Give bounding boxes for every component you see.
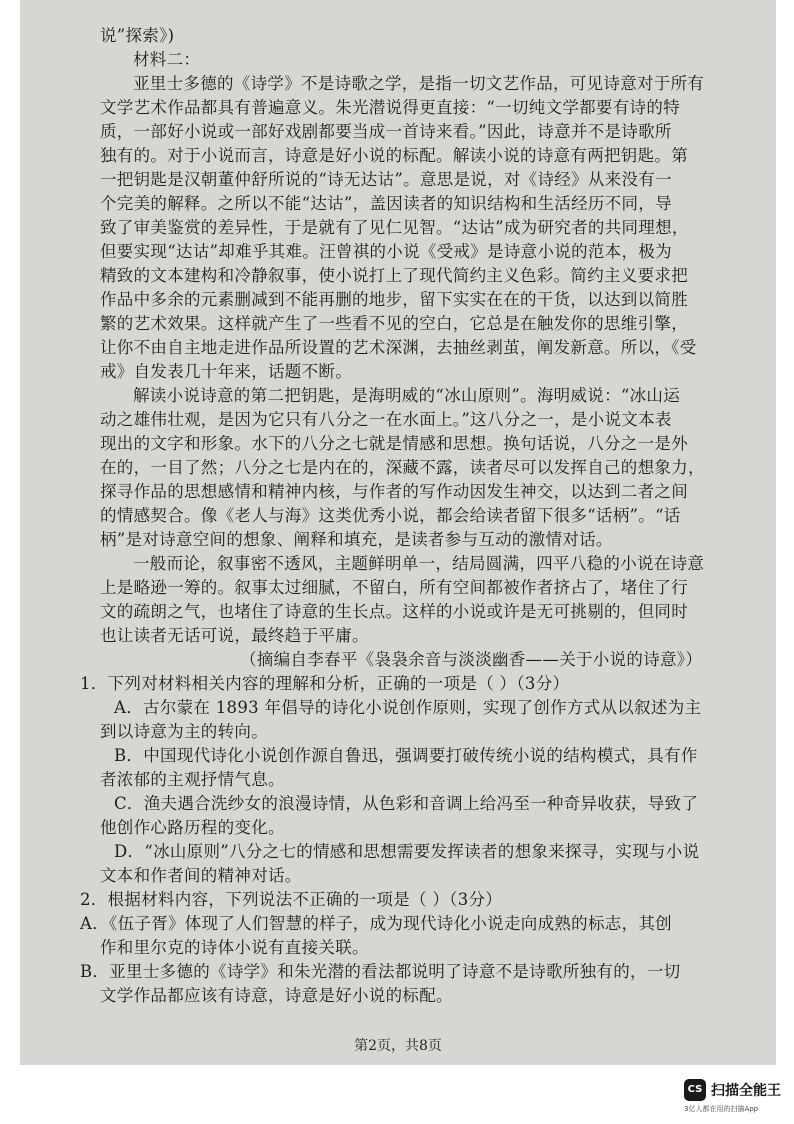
text-line: 的情感契合。像《老人与海》这类优秀小说，都会给读者留下很多“话柄”。“话 bbox=[100, 506, 681, 525]
question-2-option-a-cont: 作和里尔克的诗体小说有直接关联。 bbox=[100, 938, 369, 957]
text-line: 也让读者无话可说，最终趋于平庸。 bbox=[100, 626, 369, 645]
text-line: 独有的。对于小说而言，诗意是好小说的标配。解读小说的诗意有两把钥匙。第 bbox=[100, 146, 688, 165]
question-1-option-c-cont: 他创作心路历程的变化。 bbox=[100, 818, 285, 837]
question-1-option-d: D．“冰山原则”八分之七的情感和思想需要发挥读者的想象来探寻，实现与小说 bbox=[114, 842, 700, 861]
question-1-option-d-cont: 文本和作者间的精神对话。 bbox=[100, 866, 302, 885]
text-line: 探寻作品的思想感情和精神内核，与作者的写作动因发生神交，以达到二者之间 bbox=[100, 482, 688, 501]
text-line: 但要实现“达诂”却难乎其难。汪曾祺的小说《受戒》是诗意小说的范本，极为 bbox=[100, 242, 672, 261]
text-line: 作品中多余的元素删减到不能再删的地步，留下实实在在的干货，以达到以简胜 bbox=[100, 290, 688, 309]
text-line: 一般而论，叙事密不透风，主题鲜明单一，结局圆满，四平八稳的小说在诗意 bbox=[133, 554, 705, 573]
text-line: 让你不由自主地走进作品所设置的艺术深渊，去抽丝剥茧，阐发新意。所以，《受 bbox=[100, 338, 697, 357]
section-heading: 材料二： bbox=[133, 50, 201, 69]
text-line: 亚里士多德的《诗学》不是诗歌之学，是指一切文艺作品，可见诗意对于所有 bbox=[133, 74, 705, 93]
text-line: 质，一部好小说或一部好戏剧都要当成一首诗来看。”因此，诗意并不是诗歌所 bbox=[100, 122, 672, 141]
text-line: 精致的文本建构和冷静叙事，使小说打上了现代简约主义色彩。简约主义要求把 bbox=[100, 266, 688, 285]
text-line: 个完美的解释。之所以不能“达诂”，盖因读者的知识结构和生活经历不同，导 bbox=[100, 194, 672, 213]
question-1-option-b: B．中国现代诗化小说创作源自鲁迅，强调要打破传统小说的结构模式，具有作 bbox=[114, 746, 698, 765]
question-2-stem: 2．根据材料内容，下列说法不正确的一项是（ ）（3分） bbox=[80, 890, 503, 909]
text-line: 上是略逊一筹的。叙事太过细腻，不留白，所有空间都被作者挤占了，堵住了行 bbox=[100, 578, 688, 597]
camscanner-logo-icon: CS bbox=[684, 1079, 706, 1101]
scanned-page bbox=[20, 0, 776, 1065]
question-1-option-a: A．古尔蒙在 1893 年倡导的诗化小说创作原则，实现了创作方式从以叙述为主 bbox=[114, 698, 702, 717]
question-1-option-c: C．渔夫遇合洗纱女的浪漫诗情，从色彩和音调上给冯至一种奇异收获，导致了 bbox=[114, 794, 699, 813]
text-line: 现出的文字和形象。水下的八分之七就是情感和思想。换句话说，八分之一是外 bbox=[100, 434, 688, 453]
text-line: 一把钥匙是汉朝董仲舒所说的“诗无达诂”。意思是说，对《诗经》从来没有一 bbox=[100, 170, 672, 189]
text-line: 文的疏朗之气，也堵住了诗意的生长点。这样的小说或许是无可挑剔的，但同时 bbox=[100, 602, 688, 621]
page-number: 第2页，共8页 bbox=[354, 1038, 442, 1054]
text-line: 动之雄伟壮观，是因为它只有八分之一在水面上。”这八分之一，是小说文本表 bbox=[100, 410, 672, 429]
question-2-option-a: A．《伍子胥》体现了人们智慧的样子，成为现代诗化小说走向成熟的标志，其创 bbox=[80, 914, 672, 933]
question-1-option-a-cont: 到以诗意为主的转向。 bbox=[100, 722, 268, 741]
text-line: 解读小说诗意的第二把钥匙，是海明威的“冰山原则”。海明威说：“冰山运 bbox=[133, 386, 681, 405]
question-2-option-b-cont: 文学作品都应该有诗意，诗意是好小说的标配。 bbox=[100, 986, 453, 1005]
text-line: 致了审美鉴赏的差异性，于是就有了见仁见智。“达诂”成为研究者的共同理想， bbox=[100, 218, 689, 237]
text-line: 戒》自发表几十年来，话题不断。 bbox=[100, 362, 352, 381]
watermark-subtitle: 3亿人都在用的扫描App bbox=[684, 1105, 759, 1113]
question-1-stem: 1．下列对材料相关内容的理解和分析，正确的一项是（ ）（3分） bbox=[80, 674, 570, 693]
text-line: 说”探索》) bbox=[100, 26, 175, 45]
watermark-title: 扫描全能王 bbox=[711, 1083, 781, 1099]
question-2-option-b: B．亚里士多德的《诗学》和朱光潜的看法都说明了诗意不是诗歌所独有的，一切 bbox=[80, 962, 681, 981]
question-1-option-b-cont: 者浓郁的主观抒情气息。 bbox=[100, 770, 285, 789]
text-line: 在的，一目了然；八分之七是内在的，深藏不露，读者尽可以发挥自己的想象力， bbox=[100, 458, 705, 477]
scanner-watermark bbox=[684, 1077, 790, 1117]
source-citation: （摘编自李春平《袅袅余音与淡淡幽香——关于小说的诗意》） bbox=[240, 650, 703, 669]
text-line: 繁的艺术效果。这样就产生了一些看不见的空白，它总是在触发你的思维引擎， bbox=[100, 314, 688, 333]
text-line: 文学艺术作品都具有普遍意义。朱光潜说得更直接：“一切纯文学都要有诗的特 bbox=[100, 98, 680, 117]
text-line: 柄”是对诗意空间的想象、阐释和填充，是读者参与互动的激情对话。 bbox=[100, 530, 613, 549]
